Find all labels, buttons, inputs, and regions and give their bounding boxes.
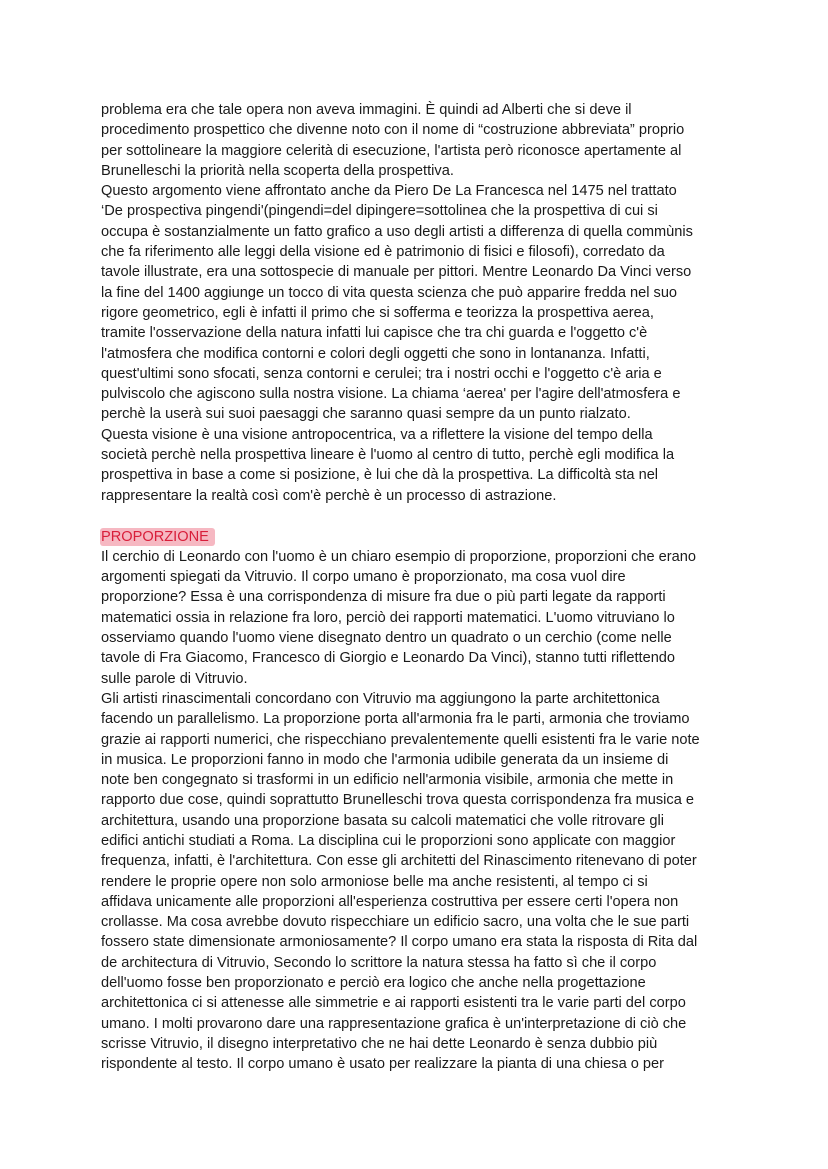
text-line: la fine del 1400 aggiunge un tocco di vita questa scienza che può apparire fredda nel suo — [101, 284, 678, 301]
text-line: argomenti spiegati da Vitruvio. Il corpo umano è proporzionato, ma cosa vuol dire — [101, 569, 626, 586]
text-line: facendo un parallelismo. La proporzione porta all'armonia fra le parti, armonia che troviamo — [101, 711, 690, 728]
text-line: umano. I molti provarono dare una rappresentazione grafica è un'interpretazione di ciò che — [101, 1015, 687, 1032]
text-line: rendere le proprie opere non solo armoniose belle ma anche resistenti, al tempo ci si — [101, 873, 648, 890]
text-line: rappresentare la realtà così com'è perchè è un processo di astrazione. — [101, 487, 557, 504]
text-line: sulle parole di Vitruvio. — [101, 670, 248, 687]
text-line: procedimento prospettico che divenne noto con il nome di “costruzione abbreviata” proprio — [101, 122, 685, 139]
paragraph-perspective — [101, 100, 741, 506]
text-line: Gli artisti rinascimentali concordano con Vitruvio ma aggiungono la parte architettonica — [101, 690, 660, 707]
text-line: tramite l'osservazione della natura infatti lui capisce che tra chi guarda e l'oggetto c'è — [101, 325, 648, 342]
text-line: rispondente al testo. Il corpo umano è usato per realizzare la pianta di una chiesa o per — [101, 1056, 665, 1073]
text-line: grazie ai rapporti numerici, che rispecchiano prevalentemente quelli esistenti fra le varie note — [101, 731, 700, 748]
text-line: l'atmosfera che modifica contorni e colori degli oggetti che sono in lontananza. Infatti, — [101, 345, 650, 362]
text-line: rapporto due cose, quindi soprattutto Brunelleschi trova questa corrispondenza fra musica e — [101, 792, 695, 809]
section-heading: PROPORZIONE — [100, 528, 215, 546]
text-line: de architectura di Vitruvio, Secondo lo scrittore la natura stessa ha fatto sì che il corpo — [101, 954, 657, 971]
text-line: ‘De prospectiva pingendi'(pingendi=del dipingere=sottolinea che la prospettiva di cui si — [101, 203, 658, 220]
paragraph-proportion — [101, 547, 741, 1075]
text-line: edifici antichi studiati a Roma. La disciplina cui le proporzioni sono applicate con maggior — [101, 832, 676, 849]
text-line: in musica. Le proporzioni fanno in modo che l'armonia udibile generata da un insieme di — [101, 751, 669, 768]
paragraph-spacer — [101, 506, 741, 527]
text-line: tavole illustrate, era una sottospecie di manuale per pittori. Mentre Leonardo Da Vinci verso — [101, 264, 692, 281]
text-line: proporzione? Essa è una corrispondenza di misure fra due o più parti legate da rapporti — [101, 589, 666, 606]
text-line: crollasse. Ma cosa avrebbe dovuto rispecchiare un edificio sacro, una volta che le sue parti — [101, 914, 690, 931]
text-line: pulviscolo che agiscono sulla nostra visione. La chiama ‘aerea' per l'agire dell'atmosfera e — [101, 386, 681, 403]
text-line: Questa visione è una visione antropocentrica, va a riflettere la visione del tempo della — [101, 426, 653, 443]
text-line: osserviamo quando l'uomo viene disegnato dentro un quadrato o un cerchio (come nelle — [101, 630, 672, 647]
text-line: dell'uomo fosse ben proporzionato e perciò era logico che anche nella progettazione — [101, 975, 646, 992]
text-line: matematici ossia in relazione fra loro, perciò dei rapporti matematici. L'uomo vitruviano lo — [101, 609, 675, 626]
text-line: Questo argomento viene affrontato anche da Piero De La Francesca nel 1475 nel trattato — [101, 183, 677, 200]
text-line: frequenza, infatti, è l'architettura. Con esse gli architetti del Rinascimento ritenevano di poter — [101, 853, 697, 870]
text-line: quest'ultimi sono sfocati, senza contorni e cerulei; tra i nostri occhi e l'oggetto c'è aria e — [101, 365, 662, 382]
text-line: società perchè nella prospettiva lineare è l'uomo al centro di tutto, perchè egli modifica la — [101, 447, 675, 464]
text-line: prospettiva in base a come si posizione, è lui che dà la prospettiva. La difficoltà sta nel — [101, 467, 659, 484]
text-line: perchè la userà sui suoi paesaggi che saranno quasi sempre da un punto rialzato. — [101, 406, 631, 423]
text-line: rigore geometrico, egli è infatti il primo che si sofferma e teorizza la prospettiva aerea, — [101, 304, 654, 321]
document-page — [101, 100, 741, 1075]
text-line: che fa riferimento alle leggi della visione ed è patrimonio di fisici e filosofi), corredato da — [101, 244, 665, 261]
text-line: architettura, usando una proporzione basata su calcoli matematici che volle ritrovare gli — [101, 812, 664, 829]
text-line: note ben congegnato si trasformi in un edificio nell'armonia visibile, armonia che mette in — [101, 772, 674, 789]
text-line: problema era che tale opera non aveva immagini. È quindi ad Alberti che si deve il — [101, 102, 632, 118]
text-line: per sottolineare la maggiore celerità di esecuzione, l'artista però riconosce apertamente al — [101, 142, 682, 159]
text-line: occupa è sostanzialmente un fatto grafico a uso degli artisti a differenza di quella commùnis — [101, 223, 693, 240]
text-line: fossero state dimensionate armoniosamente? Il corpo umano era stata la risposta di Rita dal — [101, 934, 698, 951]
text-line: scrisse Vitruvio, il disegno interpretativo che ne hai dette Leonardo è senza dubbio più — [101, 1035, 658, 1052]
text-line: Brunelleschi la priorità nella scoperta della prospettiva. — [101, 162, 454, 179]
text-line: affidava unicamente alle proporzioni all'esperienza costruttiva per essere certi l'opera non — [101, 893, 679, 910]
section-heading-row — [101, 527, 741, 547]
text-line: tavole di Fra Giacomo, Francesco di Giorgio e Leonardo Da Vinci), stanno tutti riflettendo — [101, 650, 676, 667]
text-line: Il cerchio di Leonardo con l'uomo è un chiaro esempio di proporzione, proporzioni che erano — [101, 548, 697, 565]
text-line: architettonica ci si attenesse alle simmetrie e ai rapporti esistenti tra le varie parti del corpo — [101, 995, 686, 1012]
